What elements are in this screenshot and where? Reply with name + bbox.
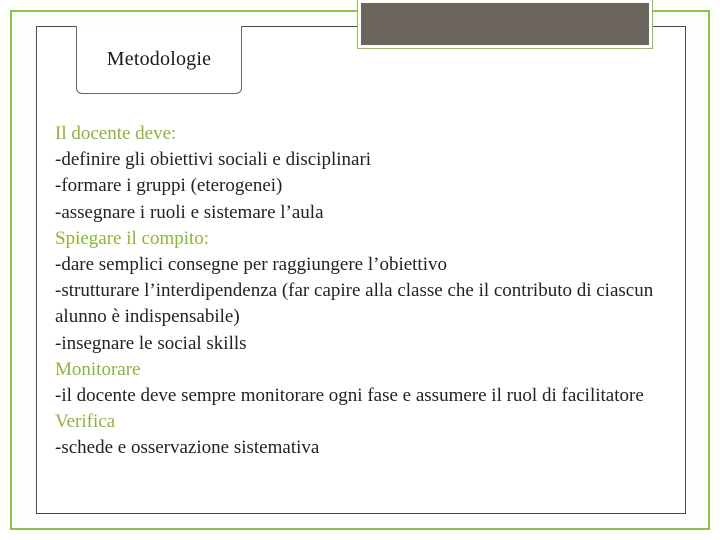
bullet-strutturare: -strutturare l’interdipendenza (far capire alla classe che il contributo di ciascun alunno è indispensabile) [55,280,654,328]
bullet-assegnare: -assegnare i ruoli e sistemare l’aula [55,201,324,223]
heading-verifica: Verifica [55,411,116,433]
title-box [76,26,242,94]
bullet-schede: -schede e osservazione sistemativa [55,437,320,459]
heading-spiegare: Spiegare il compito: [55,227,210,249]
slide-title: Metodologie [106,48,212,70]
bullet-definire: -definire gli obiettivi sociali e disciplinari [55,149,372,171]
bullet-monitorare: -il docente deve sempre monitorare ogni fase e assumere il ruol di facilitatore [55,385,644,407]
decorative-tab [358,0,652,48]
bullet-dare: -dare semplici consegne per raggiungere l’obiettivo [55,254,447,276]
heading-monitorare: Monitorare [55,358,141,380]
bullet-formare: -formare i gruppi (eterogenei) [55,175,283,197]
bullet-insegnare: -insegnare le social skills [55,332,247,354]
slide-content [55,121,685,462]
heading-docente: Il docente deve: [55,123,177,144]
